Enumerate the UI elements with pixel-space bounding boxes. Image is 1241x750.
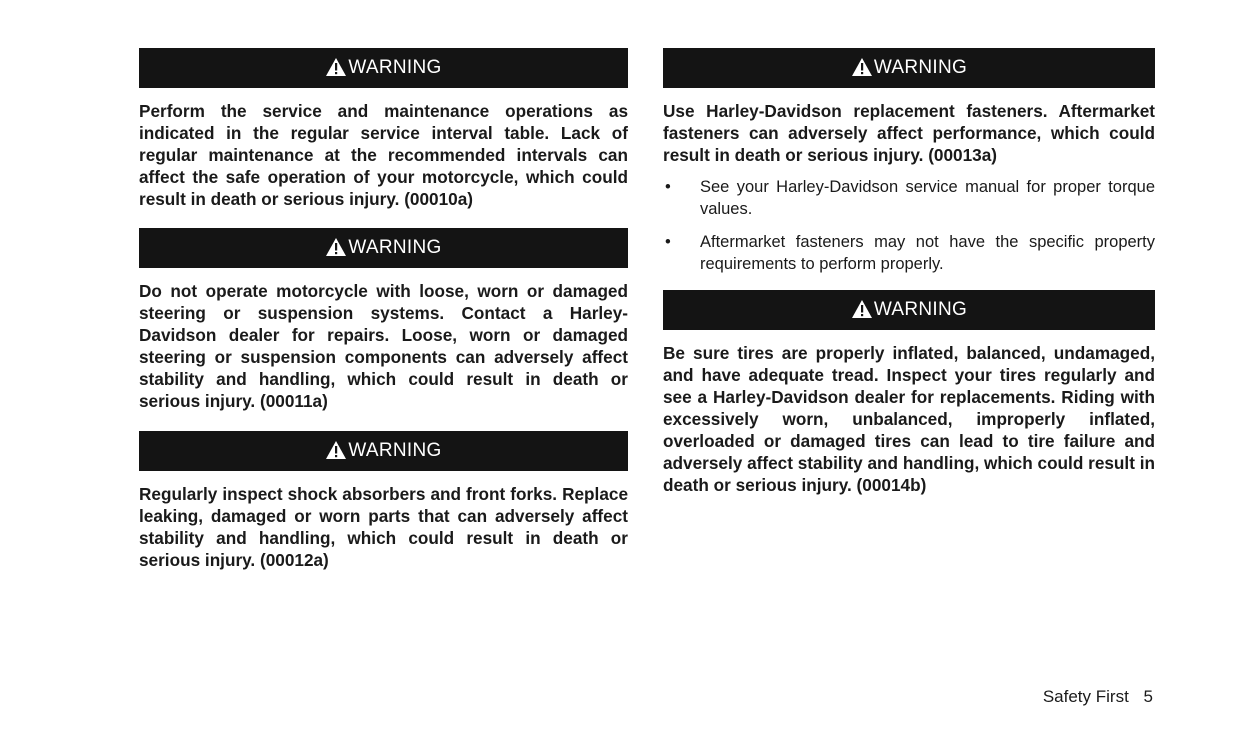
bullet-icon: • <box>665 178 671 196</box>
warning-header <box>139 431 628 471</box>
footer-section-title: Safety First <box>1042 687 1129 706</box>
warning-label: WARNING <box>348 237 442 258</box>
warning-triangle-icon <box>325 237 347 257</box>
page-footer <box>1043 687 1153 707</box>
list-item <box>663 176 1155 220</box>
warning-triangle-icon <box>325 57 347 77</box>
warning-triangle-icon <box>851 299 873 319</box>
warning-triangle-icon <box>851 57 873 77</box>
list-item-text: See your Harley-Davidson service manual for proper torque values. <box>700 178 1155 218</box>
list-item <box>663 231 1155 275</box>
warning-triangle-icon <box>325 440 347 460</box>
left-column <box>139 48 628 571</box>
warning-header <box>139 48 628 88</box>
warning-label: WARNING <box>348 440 442 461</box>
warning-header <box>663 48 1155 88</box>
warning-message: Regularly inspect shock absorbers and front forks. Replace leaking, damaged or worn parts that can adversely affect stability and handling, which could result in death or serious injury. (00012a) <box>139 484 628 570</box>
list-item-text: Aftermarket fasteners may not have the specific property requirements to perform properly. <box>700 233 1155 273</box>
right-column <box>663 48 1155 496</box>
warning-label: WARNING <box>873 57 968 78</box>
warning-message: Do not operate motorcycle with loose, worn or damaged steering or suspension systems. Contact a Harley-Davidson dealer for repairs. Loose, worn or damaged steering or suspension components can adversely affect stability and handling, which could result in death or serious injury. (00011a) <box>139 281 628 411</box>
bullet-icon: • <box>665 233 671 251</box>
warning-label: WARNING <box>873 299 968 320</box>
warning-message: Use Harley-Davidson replacement fasteners. Aftermarket fasteners can adversely affect performance, which could result in death or serious injury. (00013a) <box>663 101 1155 165</box>
warning-label: WARNING <box>348 57 442 78</box>
warning-message: Be sure tires are properly inflated, balanced, undamaged, and have adequate tread. Inspect your tires regularly and see a Harley-Davidson dealer for replacements. Riding with excessively worn, unbalanced, improperly inflated, overloaded or damaged tires can lead to tire failure and adversely affect stability and handling, which could result in death or serious injury. (00014b) <box>663 343 1155 495</box>
warning-header <box>139 228 628 268</box>
warning-message: Perform the service and maintenance operations as indicated in the regular service interval table. Lack of regular maintenance at the recommended intervals can affect the safe operation of your motorcycle, which could result in death or serious injury. (00010a) <box>139 101 628 209</box>
bullet-list <box>663 176 1155 275</box>
page-number: 5 <box>1143 687 1153 706</box>
warning-header <box>663 290 1155 330</box>
